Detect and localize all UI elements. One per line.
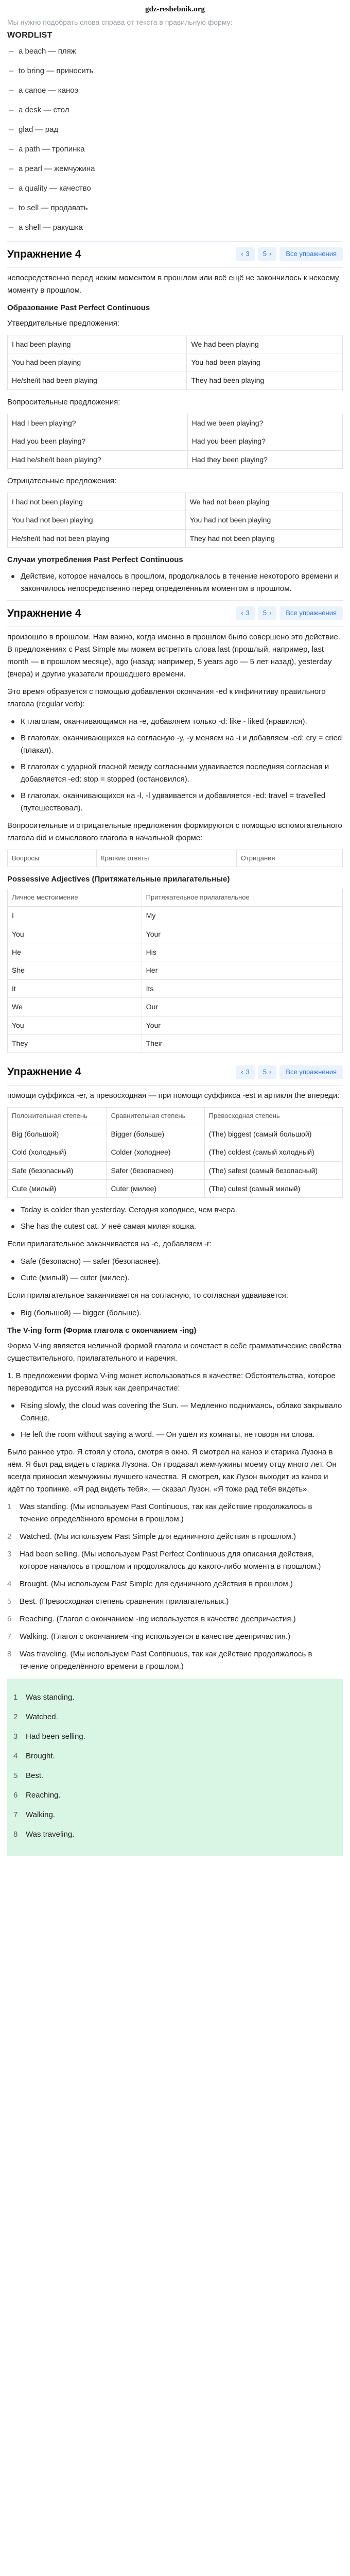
table-row: Cold (холодный) Colder (холоднее) (The) coldest (самый холодный) bbox=[8, 1143, 343, 1161]
table-row: I had not been playing We had not been playing bbox=[8, 493, 343, 511]
table-row: You Your bbox=[8, 925, 343, 943]
prev-exercise-button[interactable]: ‹ 3 bbox=[236, 247, 255, 261]
table-row: I My bbox=[8, 907, 343, 925]
chevron-left-icon: ‹ bbox=[241, 1067, 243, 1076]
table-row: He/she/it had been playing They had been playing bbox=[8, 371, 343, 389]
table-row: Had he/she/it been playing? Had they been playing? bbox=[8, 450, 343, 468]
chevron-right-icon: › bbox=[269, 250, 272, 258]
table-row: You Your bbox=[8, 1016, 343, 1034]
chevron-left-icon: ‹ bbox=[241, 250, 243, 258]
table-row: Cute (милый) Cuter (милее) (The) cutest (самый милый) bbox=[8, 1179, 343, 1197]
affirm-table bbox=[7, 335, 343, 390]
usage-title: Случаи употребления Past Perfect Continuous bbox=[7, 555, 183, 565]
paragraph: 1. В предложении форма V-ing может использоваться в качестве: Обстоятельства, которое переводится на русский язык как деепричастие: bbox=[7, 1371, 336, 1393]
paragraph: Если прилагательное заканчивается на согласную, то согласная удваивается: bbox=[7, 1291, 288, 1300]
examples-list bbox=[7, 1400, 343, 1441]
list-item: Rising slowly, the cloud was covering the Sun. — Медленно поднимаясь, облако закрывало Солнце. bbox=[7, 1400, 343, 1425]
exercise-header bbox=[7, 241, 343, 268]
list-item: 4 Brought. (Мы используем Past Simple для единичного действия в прошлом.) bbox=[7, 1580, 293, 1589]
question-label: Вопросительные предложения: bbox=[7, 397, 120, 406]
list-item: В глаголах, оканчивающихся на согласную -y, -y меняем на -i и добавляем -ed: cry = cried (плакал). bbox=[7, 732, 343, 757]
forms-table bbox=[7, 850, 343, 868]
all-exercises-button[interactable]: Все упражнения bbox=[279, 1065, 343, 1079]
list-item: Today is colder than yesterday. Сегодня холоднее, чем вчера. bbox=[7, 1204, 343, 1216]
paragraph: произошло в прошлом. Нам важно, когда именно в прошлом было совершено это действие. В предложениях с Past Simple мы можем встретить слова last (прошлый, например, last month — в прошлом месяце), ago (назад: например, 5 years ago — 5 лет назад), yesterday (вчера) и другие указатели прошедшего времени. bbox=[7, 632, 341, 679]
exercise-title: Упражнение 4 bbox=[7, 1066, 81, 1078]
answer-box bbox=[7, 1679, 343, 1856]
table-row: He/she/it had not been playing They had not been playing bbox=[8, 529, 343, 547]
answer-item: 3 Had been selling. bbox=[13, 1732, 85, 1741]
table-row: You had not been playing You had not been playing bbox=[8, 511, 343, 529]
table-row: She Her bbox=[8, 961, 343, 979]
question-table bbox=[7, 414, 343, 469]
chevron-left-icon: ‹ bbox=[241, 609, 243, 617]
table-row: You had been playing You had been playing bbox=[8, 353, 343, 371]
usage-list bbox=[7, 570, 343, 595]
word-item: – to sell — продавать bbox=[7, 202, 343, 214]
paragraph: Если прилагательное заканчивается на -e, добавляем -r: bbox=[7, 1240, 212, 1249]
list-item: Действие, которое началось в прошлом, продолжалось в течение некоторого времени и закончилось непосредственно перед определённым моментом в прошлом. bbox=[7, 570, 343, 595]
formation-title: Образование Past Perfect Continuous bbox=[7, 303, 150, 312]
all-exercises-button[interactable]: Все упражнения bbox=[279, 606, 343, 620]
word-item: – a desk — стол bbox=[7, 104, 343, 116]
list-item: В глаголах, оканчивающихся на -l, -l удваивается и добавляется -ed: travel = travelled (путешествовал). bbox=[7, 790, 343, 815]
answer-item: 2 Watched. bbox=[13, 1713, 58, 1722]
negative-label: Отрицательные предложения: bbox=[7, 476, 117, 485]
list-item: He left the room without saying a word. — Он ушёл из комнаты, не говоря ни слова. bbox=[7, 1429, 343, 1441]
table-row: They Their bbox=[8, 1035, 343, 1053]
paragraph: Вопросительные и отрицательные предложения формируются с помощью вспомогательного глагола did и смыслового глагола в начальной форме: bbox=[7, 821, 342, 842]
possessive-title: Possessive Adjectives (Притяжательные прилагательные) bbox=[7, 875, 230, 884]
answer-item: 6 Reaching. bbox=[13, 1791, 61, 1800]
examples-list bbox=[7, 1204, 343, 1233]
list-item: Big (большой) — bigger (больше). bbox=[7, 1307, 343, 1319]
exercise-header bbox=[7, 600, 343, 627]
ing-title: The V-ing form (Форма глагола с окончанием -ing) bbox=[7, 1326, 197, 1335]
prev-exercise-button[interactable]: ‹ 3 bbox=[236, 1065, 255, 1079]
list-item: В глаголах с ударной гласной между согласными удваивается последняя согласная и добавляется -ed: stop = stopped (остановился). bbox=[7, 761, 343, 786]
table-header-row: Личное местоимение Притяжательное прилагательное bbox=[8, 889, 343, 907]
answer-item: 7 Walking. bbox=[13, 1810, 55, 1820]
paragraph: Форма V-ing является неличной формой глагола и сочетает в себе грамматические свойства существительного, прилагательного и наречия. bbox=[7, 1342, 342, 1363]
table-row: Had I been playing? Had we been playing? bbox=[8, 414, 343, 432]
answer-item: 4 Brought. bbox=[13, 1752, 55, 1761]
table-row: I had been playing We had been playing bbox=[8, 335, 343, 353]
answer-item: 8 Was traveling. bbox=[13, 1830, 75, 1839]
paragraph: помощи суффикса -er, а превосходная — при помощи суффикса -est и артикля the впереди: bbox=[7, 1091, 340, 1100]
table-row: Safe (безопасный) Safer (безопаснее) (The) safest (самый безопасный) bbox=[8, 1161, 343, 1179]
table-row: It Its bbox=[8, 979, 343, 997]
prev-exercise-button[interactable]: ‹ 3 bbox=[236, 606, 255, 620]
exercise-title: Упражнение 4 bbox=[7, 248, 81, 260]
paragraph: Это время образуется с помощью добавления окончания -ed к инфинитиву правильного глагола (regular verb): bbox=[7, 687, 326, 708]
list-item: Cute (милый) — cuter (милее). bbox=[7, 1272, 343, 1284]
word-item: – a canoe — каноэ bbox=[7, 84, 343, 97]
table-row: We Our bbox=[8, 998, 343, 1016]
word-item: – glad — рад bbox=[7, 124, 343, 136]
table-header-row: Положительная степень Сравнительная степень Превосходная степень bbox=[8, 1108, 343, 1125]
table-header-row: Вопросы Краткие ответы Отрицания bbox=[8, 850, 343, 867]
word-item: – a quality — качество bbox=[7, 182, 343, 195]
story-translation: Было раннее утро. Я стоял у стола, смотря в окно. Я смотрел на каноэ и старика Лузона в нём. Я был рад видеть старика Лузона. Он продавал жемчужины моему отцу много лет. Он всегда приносил жемчужины лучшего качества. Я смотрел, как Лузон выходит из каноэ и идёт по тропинке. «Я рад видеть тебя», — сказал Лузон. «Я тоже рад тебя видеть». bbox=[7, 1448, 337, 1494]
examples-list bbox=[7, 1307, 343, 1319]
intro-text: Мы нужно подобрать слова справа от текста в правильную форму: bbox=[7, 18, 233, 26]
watermark: gdz-reshebnik.org bbox=[145, 5, 205, 13]
list-item: 3 Had been selling. (Мы используем Past Perfect Continuous для описания действия, которое началось в прошлом и продолжалось до какого-либо момента в прошлом.) bbox=[7, 1550, 321, 1571]
paragraph: непосредственно перед неким моментом в прошлом или всё ещё не закончилось к некоему моменту в прошлом. bbox=[7, 273, 339, 295]
word-item: – a beach — пляж bbox=[7, 45, 343, 58]
possessive-table bbox=[7, 889, 343, 1053]
exercise-nav bbox=[236, 606, 343, 620]
affirm-label: Утвердительные предложения: bbox=[7, 318, 120, 328]
exercise-title: Упражнение 4 bbox=[7, 607, 81, 620]
examples-list bbox=[7, 1256, 343, 1284]
word-item: – a pearl — жемчужина bbox=[7, 163, 343, 175]
all-exercises-button[interactable]: Все упражнения bbox=[279, 247, 343, 261]
list-item: Safe (безопасно) — safer (безопаснее). bbox=[7, 1256, 343, 1268]
word-item: – a shell — ракушка bbox=[7, 222, 343, 234]
comparison-table bbox=[7, 1107, 343, 1198]
chevron-right-icon: › bbox=[269, 1067, 272, 1076]
next-exercise-button[interactable]: 5 › bbox=[258, 606, 277, 620]
table-row: Big (большой) Bigger (больше) (The) biggest (самый большой) bbox=[8, 1125, 343, 1143]
list-item: 2 Watched. (Мы используем Past Simple для единичного действия в прошлом.) bbox=[7, 1532, 296, 1541]
table-row: Had you been playing? Had you been playing? bbox=[8, 432, 343, 450]
list-item: 7 Walking. (Глагол с окончанием -ing используется в качестве деепричастия.) bbox=[7, 1632, 291, 1641]
next-exercise-button[interactable]: 5 › bbox=[258, 247, 277, 261]
answer-item: 5 Best. bbox=[13, 1771, 44, 1781]
exercise-header bbox=[7, 1059, 343, 1086]
answer-item: 1 Was standing. bbox=[13, 1693, 75, 1702]
word-item: – to bring — приносить bbox=[7, 65, 343, 77]
rules-list bbox=[7, 716, 343, 815]
explanation-list bbox=[7, 1501, 343, 1673]
exercise-nav bbox=[236, 1065, 343, 1079]
list-item: К глаголам, оканчивающимся на -e, добавляем только -d: like - liked (нравился). bbox=[7, 716, 343, 728]
next-exercise-button[interactable]: 5 › bbox=[258, 1065, 277, 1079]
exercise-nav bbox=[236, 247, 343, 261]
wordlist-title: WORDLIST bbox=[7, 31, 52, 40]
chevron-right-icon: › bbox=[269, 609, 272, 617]
list-item: She has the cutest cat. У неё самая милая кошка. bbox=[7, 1221, 343, 1233]
list-item: 1 Was standing. (Мы используем Past Continuous, так как действие продолжалось в течение определённого времени в прошлом.) bbox=[7, 1502, 312, 1524]
list-item: 6 Reaching. (Глагол с окончанием -ing используется в качестве деепричастия.) bbox=[7, 1615, 296, 1624]
list-item: 8 Was traveling. (Мы используем Past Continuous, так как действие продолжалось в течение определённого времени в прошлом.) bbox=[7, 1650, 312, 1671]
list-item: 5 Best. (Превосходная степень сравнения прилагательных.) bbox=[7, 1597, 229, 1606]
negative-table bbox=[7, 493, 343, 548]
word-list bbox=[7, 45, 343, 234]
word-item: – a path — тропинка bbox=[7, 143, 343, 156]
table-row: He His bbox=[8, 943, 343, 961]
